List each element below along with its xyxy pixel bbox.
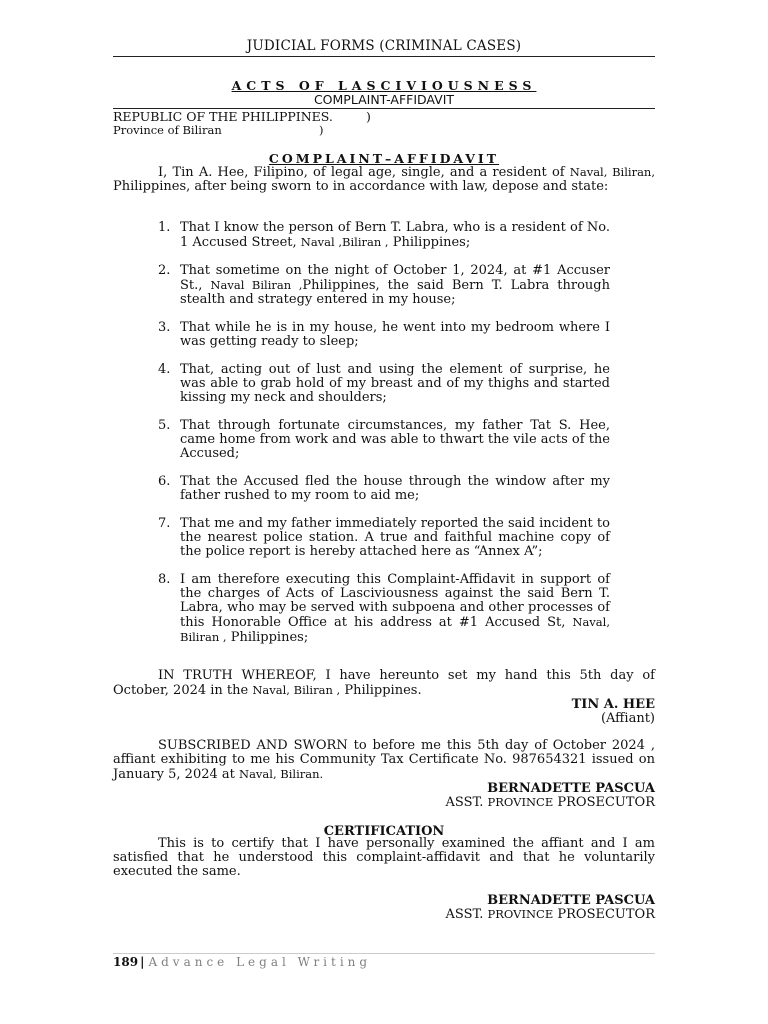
page-number: 189	[113, 955, 139, 969]
list-item: 3. That while he is in my house, he went into my bedroom where I was getting ready to sleep;	[158, 320, 610, 349]
truth-whereof-paragraph: IN TRUTH WHEREOF, I have hereunto set my hand this 5th day of October, 2024 in the Naval, Biliran , Philippines.	[113, 668, 655, 698]
province-text: Province of Biliran	[113, 123, 222, 137]
certification-heading: CERTIFICATION	[323, 824, 445, 839]
complaint-heading: COMPLAINT–AFFIDAVIT	[268, 151, 500, 166]
affiant-role: (Affiant)	[600, 711, 655, 726]
document-page	[113, 0, 655, 1024]
caption-paren: )	[366, 109, 371, 124]
jurat-paragraph: SUBSCRIBED AND SWORN to before me this 5th day of October 2024 , affiant exhibiting to me his Community Tax Certificate No. 987654321 issued on January 5, 2024 at Naval, Biliran.	[113, 738, 655, 782]
list-item: 7. That me and my father immediately reported the said incident to the nearest police station. A true and faithful machine copy of the police report is hereby attached here as “Annex A”;	[158, 516, 610, 559]
caption-paren: )	[319, 123, 324, 137]
affiant-name: TIN A. HEE	[571, 697, 655, 712]
province-line	[113, 123, 324, 137]
republic-text: REPUBLIC OF THE PHILIPPINES.	[113, 109, 333, 124]
prosecutor-name: BERNADETTE PASCUA	[487, 781, 655, 796]
form-title: ACTS OF LASCIVIOUSNESS	[231, 78, 537, 93]
certification-paragraph: This is to certify that I have personally examined the affiant and I am satisfied that he understood this complaint-affidavit and that he voluntarily executed the same.	[113, 836, 655, 879]
list-item: 4. That, acting out of lust and using the element of surprise, he was able to grab hold of my breast and of my thighs and started kissing my neck and shoulders;	[158, 362, 610, 405]
footer-rule	[113, 953, 655, 954]
list-item: 5. That through fortunate circumstances, my father Tat S. Hee, came home from work and was able to thwart the vile acts of the Accused;	[158, 418, 610, 461]
republic-line	[113, 109, 371, 124]
running-header: JUDICIAL FORMS (CRIMINAL CASES)	[246, 38, 522, 54]
header-rule	[113, 56, 655, 57]
certifying-prosecutor-name: BERNADETTE PASCUA	[487, 893, 655, 908]
form-subtitle: COMPLAINT-AFFIDAVIT	[313, 92, 455, 107]
allegations-list	[158, 221, 610, 659]
certifying-prosecutor-title: ASST. PROVINCE PROSECUTOR	[445, 907, 655, 922]
list-item: 1. That I know the person of Bern T. Labra, who is a resident of No. 1 Accused Street, Naval ,Biliran , Philippines;	[158, 220, 610, 250]
page-footer	[113, 955, 371, 969]
list-item: 8. I am therefore executing this Complaint-Affidavit in support of the charges of Acts of Lasciviousness against the said Bern T. Labra, who may be served with subpoena and other processes of this Honorable Office at his address at #1 Accused St, Naval, Biliran , Philippines;	[158, 572, 610, 645]
intro-paragraph: I, Tin A. Hee, Filipino, of legal age, single, and a resident of Naval, Biliran, Philippines, after being sworn to in accordance with law, depose and state:	[113, 165, 655, 194]
list-item: 2. That sometime on the night of October 1, 2024, at #1 Accuser St., Naval Biliran ,Philippines, the said Bern T. Labra through stealth and strategy entered in my house;	[158, 263, 611, 307]
book-title: Advance Legal Writing	[148, 955, 372, 969]
list-item: 6. That the Accused fled the house through the window after my father rushed to my room to aid me;	[158, 474, 610, 503]
footer-separator: |	[140, 955, 145, 969]
prosecutor-title: ASST. PROVINCE PROSECUTOR	[445, 795, 655, 810]
